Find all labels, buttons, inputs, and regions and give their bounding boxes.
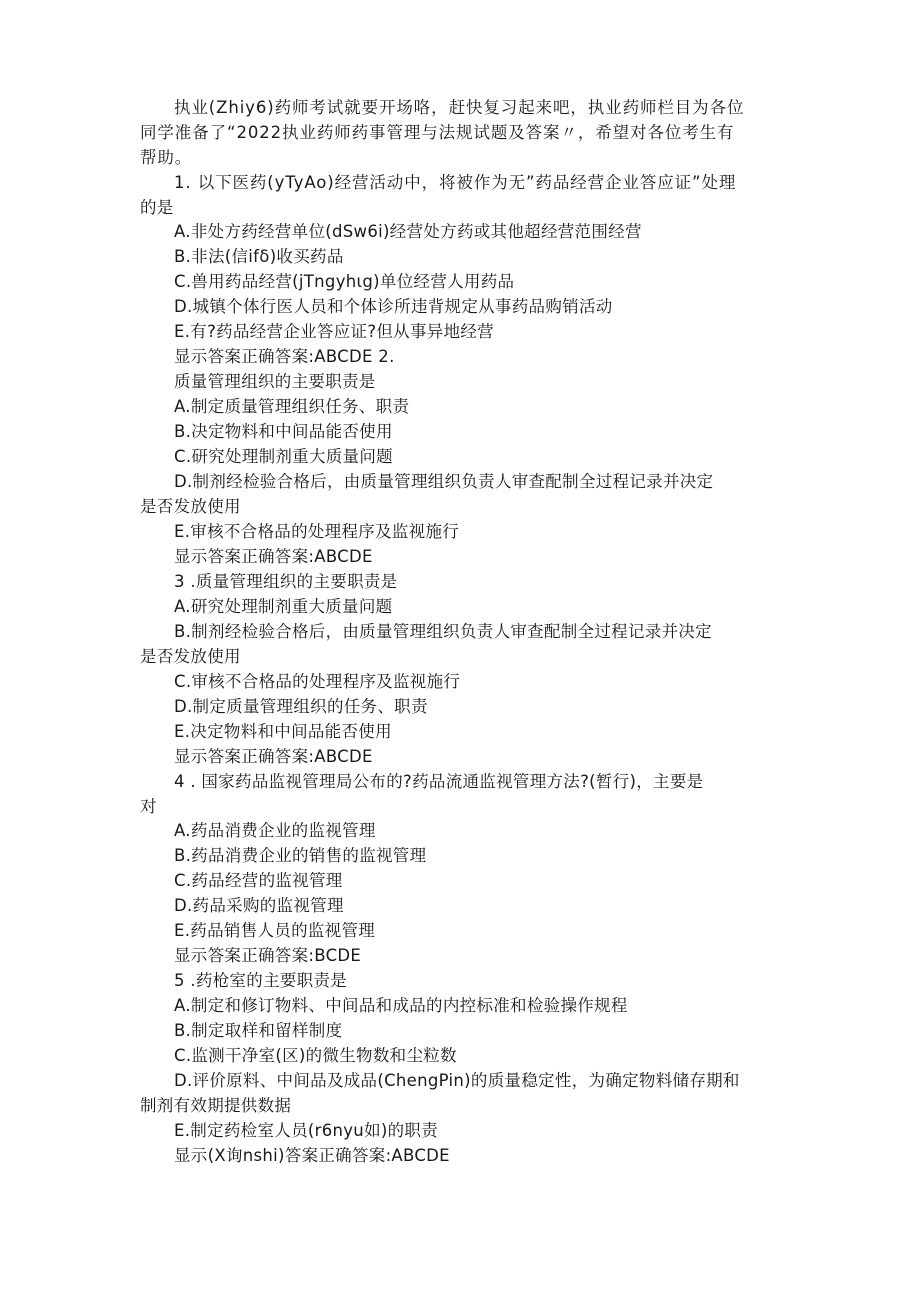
question-1-stem-cont: 的是	[140, 198, 174, 217]
question-3-option-b-cont: 是否发放使用	[140, 647, 241, 666]
question-5-option-d: D.评价原料、中间品及成品(ChengPin)的质量稳定性，为确定物料储存期和	[174, 1071, 740, 1090]
question-1-answer: 显示答案正确答案:ABCDE 2.	[174, 347, 395, 366]
intro-line-3: 帮助。	[140, 148, 193, 167]
question-4-answer: 显示答案正确答案:BCDE	[174, 946, 362, 965]
question-2-stem: 质量管理组织的主要职责是	[174, 372, 376, 391]
question-4-option-a: A.药品消费企业的监视管理	[174, 821, 376, 840]
question-3-answer: 显示答案正确答案:ABCDE	[174, 747, 373, 766]
question-1-option-d: D.城镇个体行医人员和个体诊所违背规定从事药品购销活动	[174, 297, 613, 316]
question-5-option-b: B.制定取样和留样制度	[174, 1021, 343, 1040]
question-4-option-c: C.药品经营的监视管理	[174, 871, 343, 890]
question-4-stem: 4 . 国家药品监视管理局公布的?药品流通监视管理方法?(暂行)，主要是	[174, 772, 704, 791]
intro-line-2: 同学准备了“2022执业药师药事管理与法规试题及答案〃，希望对各位考生有	[140, 123, 735, 142]
question-4-stem-cont: 对	[140, 797, 157, 816]
question-5-option-a: A.制定和修订物料、中间品和成品的内控标准和检验操作规程	[174, 996, 628, 1015]
question-2-option-e: E.审核不合格品的处理程序及监视施行	[174, 522, 460, 541]
question-2-option-c: C.研究处理制剂重大质量问题	[174, 447, 393, 466]
question-5-option-c: C.监测干净室(区)的微生物数和尘粒数	[174, 1046, 457, 1065]
question-5-answer: 显示(X询nshi)答案正确答案:ABCDE	[174, 1146, 450, 1165]
question-2-option-a: A.制定质量管理组织任务、职责	[174, 397, 410, 416]
question-3-option-d: D.制定质量管理组织的任务、职责	[174, 697, 428, 716]
question-3-option-e: E.决定物料和中间品能否使用	[174, 722, 392, 741]
question-2-option-d: D.制剂经检验合格后，由质量管理组织负责人审查配制全过程记录并决定	[174, 472, 714, 491]
question-5-option-e: E.制定药检室人员(r6nyu如)的职责	[174, 1121, 439, 1140]
question-1-option-c: C.兽用药品经营(jTngyhιg)单位经营人用药品	[174, 272, 515, 291]
question-2-option-d-cont: 是否发放使用	[140, 497, 241, 516]
question-5-stem: 5 .药枪室的主要职责是	[174, 971, 348, 990]
question-1-option-b: B.非法(信ifδ)收买药品	[174, 247, 344, 266]
question-4-option-e: E.药品销售人员的监视管理	[174, 921, 376, 940]
question-4-option-b: B.药品消费企业的销售的监视管理	[174, 846, 427, 865]
question-4-option-d: D.药品采购的监视管理	[174, 896, 344, 915]
question-1-option-a: A.非处方药经营单位(dSw6i)经营处方药或其他超经营范围经营	[174, 222, 642, 241]
question-3-option-a: A.研究处理制剂重大质量问题	[174, 597, 393, 616]
question-3-stem: 3 .质量管理组织的主要职责是	[174, 572, 398, 591]
intro-line-1: 执业(Zhiy6)药师考试就要开场咯，赶快复习起来吧，执业药师栏目为各位	[174, 98, 745, 117]
question-1-option-e: E.有?药品经营企业答应证?但从事异地经营	[174, 322, 494, 341]
question-5-option-d-cont: 制剂有效期提供数据	[140, 1096, 292, 1115]
question-2-option-b: B.决定物料和中间品能否使用	[174, 422, 393, 441]
question-3-option-b: B.制剂经检验合格后，由质量管理组织负责人审查配制全过程记录并决定	[174, 622, 712, 641]
question-2-answer: 显示答案正确答案:ABCDE	[174, 547, 373, 566]
question-1-stem: 1. 以下医药(yTyAo)经营活动中，将被作为无”药品经营企业答应证”处理	[174, 173, 737, 192]
question-3-option-c: C.审核不合格品的处理程序及监视施行	[174, 672, 461, 691]
